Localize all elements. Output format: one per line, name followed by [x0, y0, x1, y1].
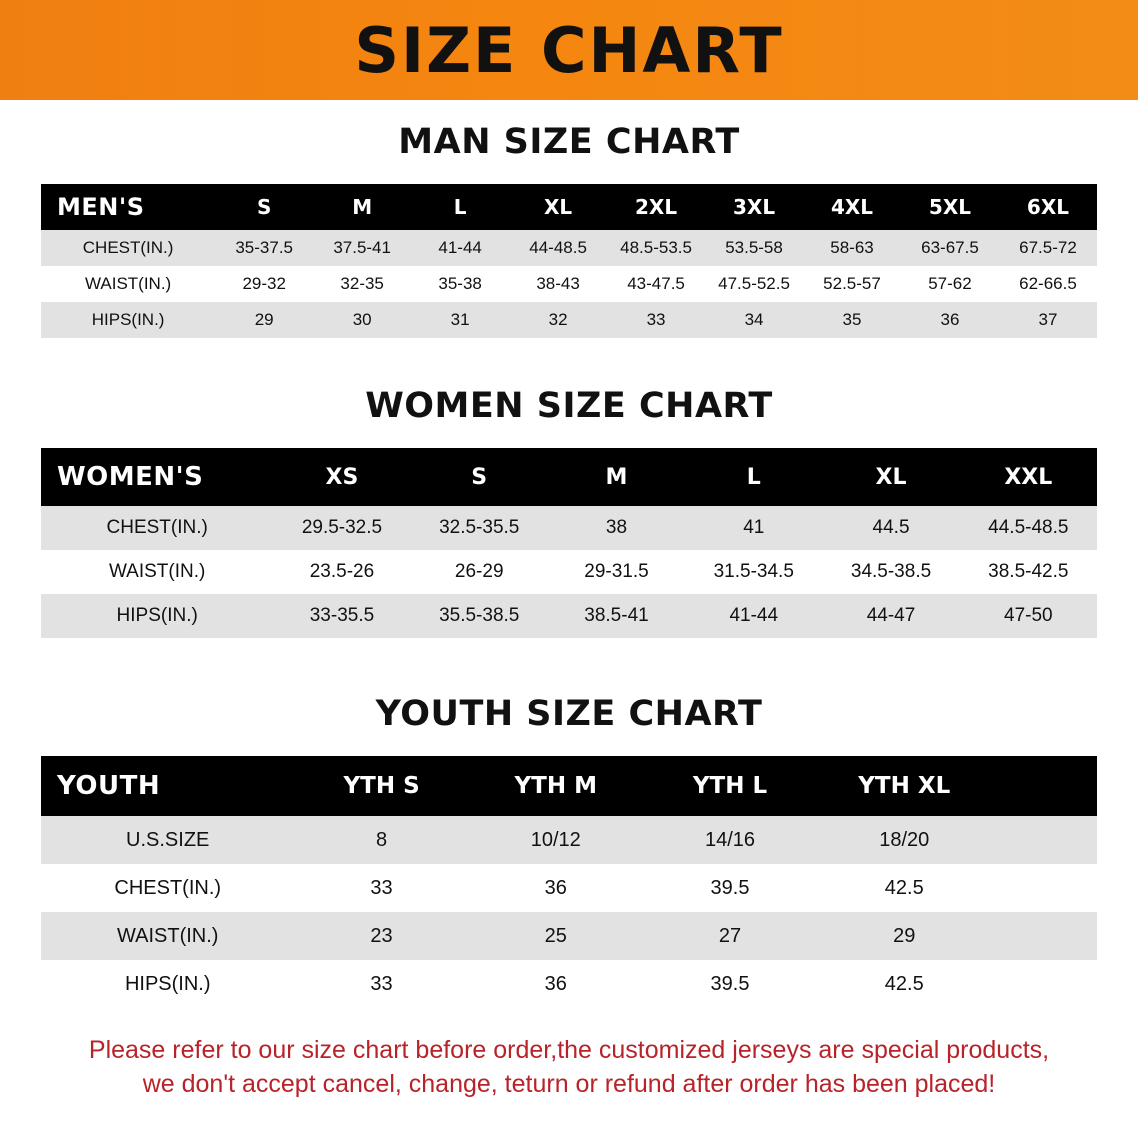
- table-cell: 38.5-42.5: [960, 550, 1097, 594]
- table-cell: 41: [685, 506, 822, 550]
- table-cell: 44-47: [822, 594, 959, 638]
- row-label: WAIST(IN.): [41, 550, 273, 594]
- table-cell: 26-29: [411, 550, 548, 594]
- table-row: [41, 960, 1097, 1008]
- column-header: S: [215, 184, 313, 230]
- column-header: M: [313, 184, 411, 230]
- youth-table-wrap: [41, 756, 1097, 1008]
- table-cell-spacer: [991, 912, 1097, 960]
- table-cell: 41-44: [685, 594, 822, 638]
- man-size-table: [41, 184, 1097, 338]
- column-header: MEN'S: [41, 184, 215, 230]
- table-cell: 29-32: [215, 266, 313, 302]
- table-cell: 38.5-41: [548, 594, 685, 638]
- disclaimer-line-2: we don't accept cancel, change, teturn or refund after order has been placed!: [142, 1069, 996, 1098]
- row-label: CHEST(IN.): [41, 506, 273, 550]
- column-header: XL: [822, 448, 959, 506]
- column-header: XL: [509, 184, 607, 230]
- table-cell: 44.5-48.5: [960, 506, 1097, 550]
- man-section-heading: MAN SIZE CHART: [398, 122, 740, 162]
- youth-section-heading: YOUTH SIZE CHART: [375, 694, 763, 734]
- table-cell: 63-67.5: [901, 230, 999, 266]
- table-cell: 8: [294, 816, 468, 864]
- column-header: YOUTH: [41, 756, 294, 816]
- table-cell: 62-66.5: [999, 266, 1097, 302]
- table-header-row: [41, 448, 1097, 506]
- table-row: [41, 816, 1097, 864]
- table-cell: 57-62: [901, 266, 999, 302]
- banner: [0, 0, 1138, 100]
- table-cell-spacer: [991, 864, 1097, 912]
- table-cell: 23.5-26: [273, 550, 410, 594]
- table-cell: 36: [469, 960, 643, 1008]
- column-header: YTH XL: [817, 756, 991, 816]
- youth-size-table: [41, 756, 1097, 1008]
- table-cell: 32.5-35.5: [411, 506, 548, 550]
- table-cell: 34.5-38.5: [822, 550, 959, 594]
- table-cell: 37: [999, 302, 1097, 338]
- table-cell-spacer: [991, 816, 1097, 864]
- table-cell: 58-63: [803, 230, 901, 266]
- table-cell: 23: [294, 912, 468, 960]
- row-label: HIPS(IN.): [41, 960, 294, 1008]
- disclaimer-line-1: Please refer to our size chart before order,the customized jerseys are special products,: [88, 1036, 1050, 1064]
- row-label: CHEST(IN.): [41, 864, 294, 912]
- women-size-table: [41, 448, 1097, 638]
- table-row: [41, 594, 1097, 638]
- table-cell: 25: [469, 912, 643, 960]
- table-row: [41, 302, 1097, 338]
- table-cell: 18/20: [817, 816, 991, 864]
- table-header-row: [41, 184, 1097, 230]
- column-header: XXL: [960, 448, 1097, 506]
- women-section-heading: WOMEN SIZE CHART: [365, 386, 773, 426]
- table-cell: 31.5-34.5: [685, 550, 822, 594]
- table-cell: 44.5: [822, 506, 959, 550]
- table-cell: 14/16: [643, 816, 817, 864]
- table-row: [41, 506, 1097, 550]
- table-cell: 29.5-32.5: [273, 506, 410, 550]
- column-header: L: [685, 448, 822, 506]
- table-cell: 52.5-57: [803, 266, 901, 302]
- table-cell: 33: [607, 302, 705, 338]
- table-cell: 29-31.5: [548, 550, 685, 594]
- table-row: [41, 864, 1097, 912]
- table-header-row: [41, 756, 1097, 816]
- table-cell: 32-35: [313, 266, 411, 302]
- table-cell: 42.5: [817, 864, 991, 912]
- disclaimer-note: [42, 1034, 1096, 1102]
- table-cell: 36: [901, 302, 999, 338]
- table-cell: 38-43: [509, 266, 607, 302]
- column-header: 4XL: [803, 184, 901, 230]
- column-header-spacer: [991, 756, 1097, 816]
- table-cell: 47.5-52.5: [705, 266, 803, 302]
- table-cell: 37.5-41: [313, 230, 411, 266]
- table-row: [41, 230, 1097, 266]
- table-cell: 44-48.5: [509, 230, 607, 266]
- table-cell: 29: [817, 912, 991, 960]
- column-header: 2XL: [607, 184, 705, 230]
- table-cell: 30: [313, 302, 411, 338]
- row-label: U.S.SIZE: [41, 816, 294, 864]
- table-cell: 10/12: [469, 816, 643, 864]
- column-header: 6XL: [999, 184, 1097, 230]
- table-cell: 27: [643, 912, 817, 960]
- table-row: [41, 550, 1097, 594]
- table-cell: 33-35.5: [273, 594, 410, 638]
- table-cell: 39.5: [643, 960, 817, 1008]
- row-label: WAIST(IN.): [41, 912, 294, 960]
- table-cell: 42.5: [817, 960, 991, 1008]
- women-table-wrap: [41, 448, 1097, 638]
- table-cell: 35.5-38.5: [411, 594, 548, 638]
- column-header: 3XL: [705, 184, 803, 230]
- table-row: [41, 266, 1097, 302]
- table-cell: 35: [803, 302, 901, 338]
- table-cell: 67.5-72: [999, 230, 1097, 266]
- table-cell: 32: [509, 302, 607, 338]
- table-cell: 35-37.5: [215, 230, 313, 266]
- table-cell: 43-47.5: [607, 266, 705, 302]
- column-header: YTH M: [469, 756, 643, 816]
- table-cell: 33: [294, 960, 468, 1008]
- table-cell-spacer: [991, 960, 1097, 1008]
- column-header: YTH L: [643, 756, 817, 816]
- table-cell: 35-38: [411, 266, 509, 302]
- column-header: S: [411, 448, 548, 506]
- row-label: HIPS(IN.): [41, 302, 215, 338]
- column-header: WOMEN'S: [41, 448, 273, 506]
- table-cell: 34: [705, 302, 803, 338]
- table-cell: 47-50: [960, 594, 1097, 638]
- table-cell: 53.5-58: [705, 230, 803, 266]
- row-label: HIPS(IN.): [41, 594, 273, 638]
- table-cell: 39.5: [643, 864, 817, 912]
- row-label: WAIST(IN.): [41, 266, 215, 302]
- table-cell: 31: [411, 302, 509, 338]
- page-title: SIZE CHART: [354, 14, 784, 87]
- column-header: 5XL: [901, 184, 999, 230]
- table-cell: 38: [548, 506, 685, 550]
- table-cell: 29: [215, 302, 313, 338]
- man-table-wrap: [41, 184, 1097, 338]
- column-header: M: [548, 448, 685, 506]
- table-cell: 36: [469, 864, 643, 912]
- row-label: CHEST(IN.): [41, 230, 215, 266]
- table-cell: 48.5-53.5: [607, 230, 705, 266]
- table-row: [41, 912, 1097, 960]
- column-header: XS: [273, 448, 410, 506]
- column-header: L: [411, 184, 509, 230]
- column-header: YTH S: [294, 756, 468, 816]
- table-cell: 33: [294, 864, 468, 912]
- table-cell: 41-44: [411, 230, 509, 266]
